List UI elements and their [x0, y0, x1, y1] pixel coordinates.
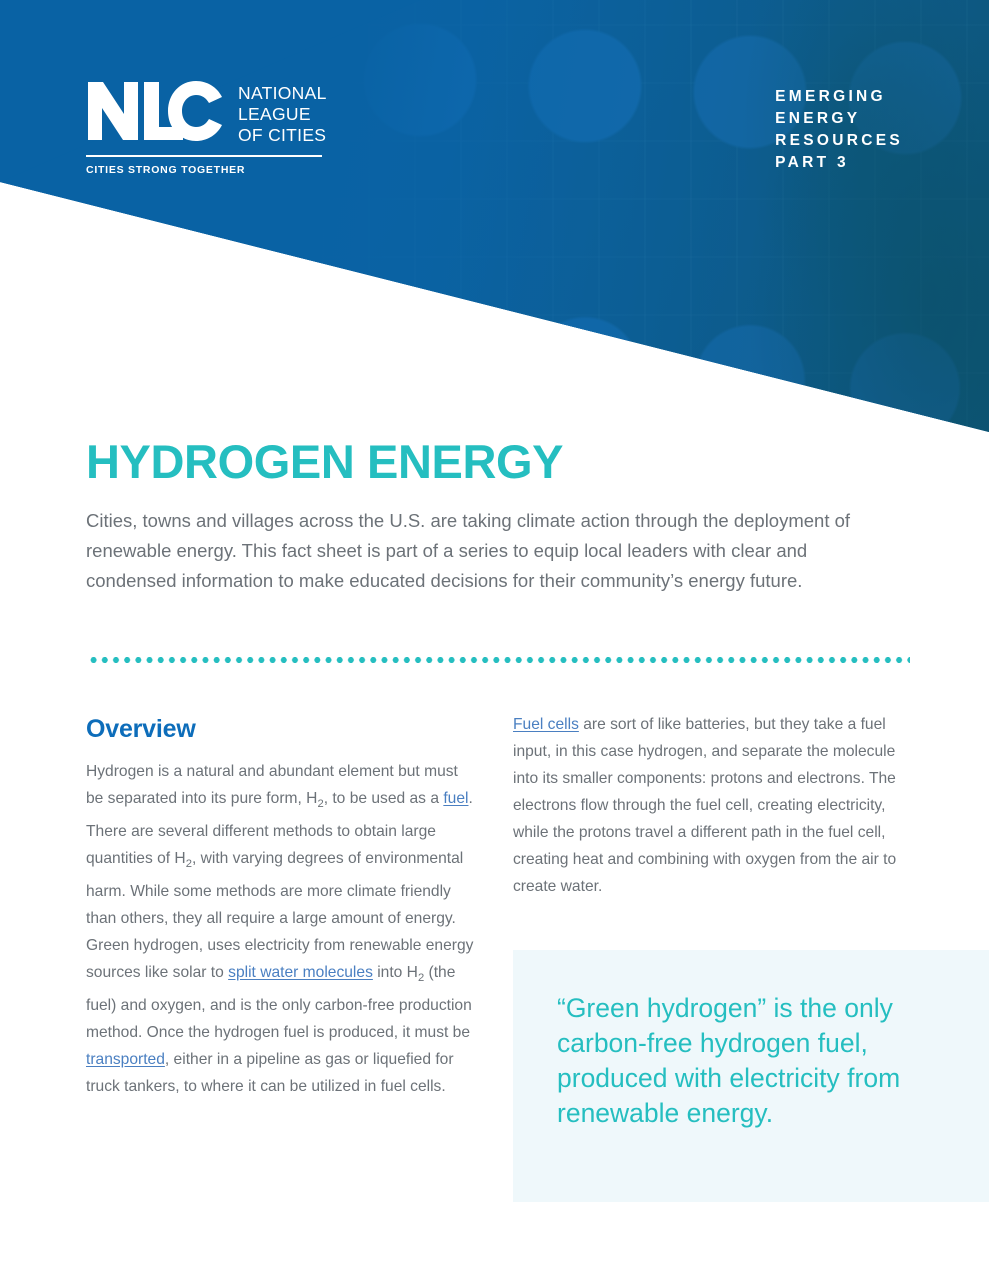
series-label	[775, 86, 903, 174]
overview-text-3: . There are several different methods to obtain large quantities of H	[86, 790, 473, 868]
overview-heading: Overview	[86, 715, 196, 743]
h2-subscript-1: 2	[317, 798, 324, 811]
overview-text-4: , with varying degrees of environmental harm. While some methods are more climate friendly than others, they all require a large amount of energy. Green hydrogen, uses electricity from renewable energy sources like solar to	[86, 850, 474, 982]
overview-text-1: Hydrogen is a natural and abundant element but must be separated into its pure form, H	[86, 763, 458, 807]
hero-banner	[0, 0, 989, 432]
h2-subscript-3: 2	[417, 972, 425, 985]
page-title: HYDROGEN ENERGY	[86, 435, 564, 488]
overview-body	[86, 758, 478, 1100]
link-fuel-cells[interactable]: Fuel cells	[513, 716, 579, 733]
series-line-energy: ENERGY	[775, 110, 861, 127]
logo-divider-rule	[86, 155, 322, 157]
overview-text-2: , to be used as a	[323, 790, 444, 807]
series-line-resources: RESOURCES	[775, 132, 903, 149]
fuel-cells-text: are sort of like batteries, but they take a fuel input, in this case hydrogen, and separate the molecule into its smaller components: protons and electrons. The electrons flow through the fuel cell, creating electricity, while the protons travel a different path in the fuel cell, creating heat and combining with oxygen from the air to create water.	[513, 716, 897, 895]
nlc-wordmark-icon	[86, 80, 224, 142]
nlc-logo	[86, 80, 336, 176]
link-fuel[interactable]: fuel	[443, 790, 469, 807]
logo-word-of-cities: OF CITIES	[238, 125, 327, 145]
overview-column	[86, 715, 478, 1100]
link-transported[interactable]: transported	[86, 1051, 165, 1069]
series-line-part: PART 3	[775, 154, 849, 171]
h2-subscript-2: 2	[185, 858, 192, 871]
fuel-cells-column	[513, 711, 901, 900]
pullquote-text: “Green hydrogen” is the only carbon-free hydrogen fuel, produced with electricity from renewable energy.	[557, 993, 901, 1128]
overview-text-5: into H	[372, 964, 418, 982]
overview-text-7: , either in a pipeline as gas or liquefied for truck tankers, to where it can be utilized in fuel cells.	[86, 1051, 454, 1096]
intro-paragraph: Cities, towns and villages across the U.S. are taking climate action through the deployment of renewable energy. This fact sheet is part of a series to equip local leaders with clear and condensed information to make educated decisions for their community’s energy future.	[86, 510, 851, 591]
logo-word-league: LEAGUE	[238, 104, 311, 124]
series-line-emerging: EMERGING	[775, 88, 886, 105]
logo-row	[86, 80, 336, 146]
pullquote-callout	[513, 950, 989, 1202]
link-split-water-molecules[interactable]: split water molecules	[228, 964, 373, 982]
logo-wordmark-text	[238, 83, 327, 146]
fuel-cells-body	[513, 711, 901, 900]
logo-word-national: NATIONAL	[238, 83, 327, 103]
logo-tagline: CITIES STRONG TOGETHER	[86, 164, 246, 176]
overview-text-6: (the fuel) and oxygen, and is the only carbon-free production method. Once the hydrogen fuel is produced, it must be	[86, 964, 472, 1042]
dotted-divider	[88, 657, 910, 663]
